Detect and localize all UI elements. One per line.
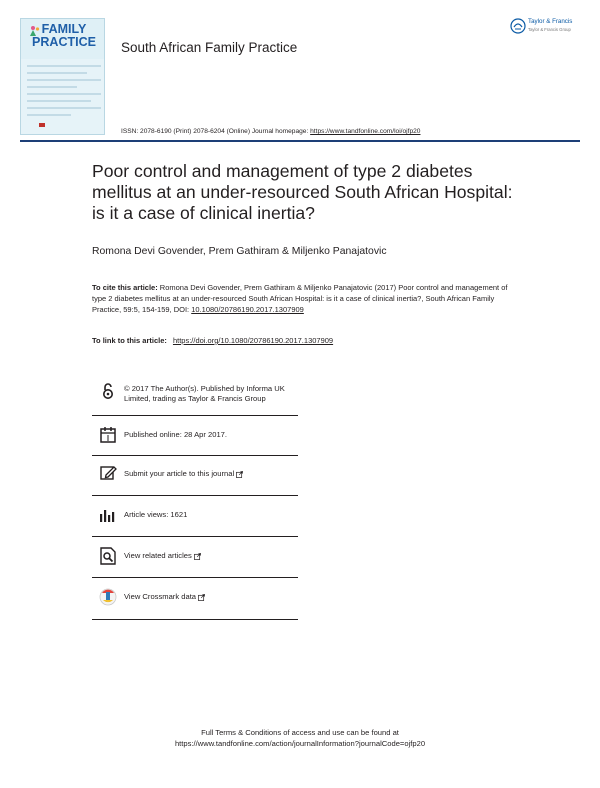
citation-text: Romona Devi Govender, Prem Gathiram & Miljenko Panajatovic (2017) Poor control and management of type 2 diabetes mellitus at an under-resourced South African Hospital: is it a case of clinical inertia?, South African Family Practice, 59:5, 154-159, DOI: [92,283,508,315]
external-link-icon [194,553,201,560]
related-search-icon [99,547,117,565]
info-row-views [92,496,298,537]
issn-text: ISSN: 2078-6190 (Print) 2078-6204 (Online) Journal homepage: [121,128,311,135]
tf-logo-text: Taylor & Francis [528,18,573,25]
article-authors: Romona Devi Govender, Prem Gathiram & Miljenko Panajatovic [92,246,387,257]
article-title: Poor control and management of type 2 diabetes mellitus at an under-resourced South African Hospital: is it a case of clinical inertia? [92,161,513,223]
journal-cover-thumbnail[interactable] [20,18,105,135]
info-row-license [92,377,298,416]
bar-chart-icon [99,506,117,524]
article-link-line [92,336,333,345]
citation-doi-link[interactable]: 10.1080/20786190.2017.1307909 [191,305,304,315]
article-doi-url[interactable]: https://doi.org/10.1080/20786190.2017.1307909 [172,336,334,345]
cover-contents-lines [27,65,101,121]
submit-article-link[interactable] [124,469,243,479]
crossmark-link[interactable] [124,592,205,602]
tf-logo-subtext: Taylor & Francis Group [528,27,571,32]
article-views: Article views: 1621 [124,510,188,519]
external-link-icon [198,594,205,601]
terms-text: Full Terms & Conditions of access and use can be found at [201,728,399,737]
tf-logo-icon [510,18,526,34]
issn-line [121,128,420,135]
info-row-crossmark[interactable] [92,578,298,620]
external-link-icon [236,471,243,478]
cover-title-line2: PRACTICE [32,34,96,49]
cover-publisher-mark [39,123,45,127]
published-date: Published online: 28 Apr 2017. [124,430,228,439]
article-link-label: To link to this article: [92,336,169,345]
info-row-related[interactable] [92,537,298,578]
crossmark-label: View Crossmark data [124,592,197,601]
open-access-icon [99,382,117,400]
cover-title [27,23,101,48]
crossmark-icon [99,588,117,606]
journal-homepage-link[interactable]: https://www.tandfonline.com/loi/ojfp20 [310,128,421,135]
terms-footer [0,727,600,750]
related-articles-label: View related articles [124,551,192,560]
journal-title: South African Family Practice [121,40,298,55]
submit-article-label: Submit your article to this journal [124,469,235,478]
terms-url[interactable]: https://www.tandfonline.com/action/journalInformation?journalCode=ojfp20 [174,739,426,749]
header-divider [20,140,580,142]
article-info-list [92,377,298,620]
taylor-francis-logo[interactable] [510,16,582,38]
info-row-submit[interactable] [92,456,298,496]
calendar-icon [99,426,117,444]
citation-block [92,282,512,316]
cover-title-line1: FAMILY [41,22,87,36]
related-articles-link[interactable] [124,551,201,561]
info-row-published [92,416,298,456]
citation-label: To cite this article: [92,283,158,292]
license-text: © 2017 The Author(s). Published by Informa UK Limited, trading as Taylor & Francis Group [124,384,285,403]
submit-edit-icon [99,464,117,482]
